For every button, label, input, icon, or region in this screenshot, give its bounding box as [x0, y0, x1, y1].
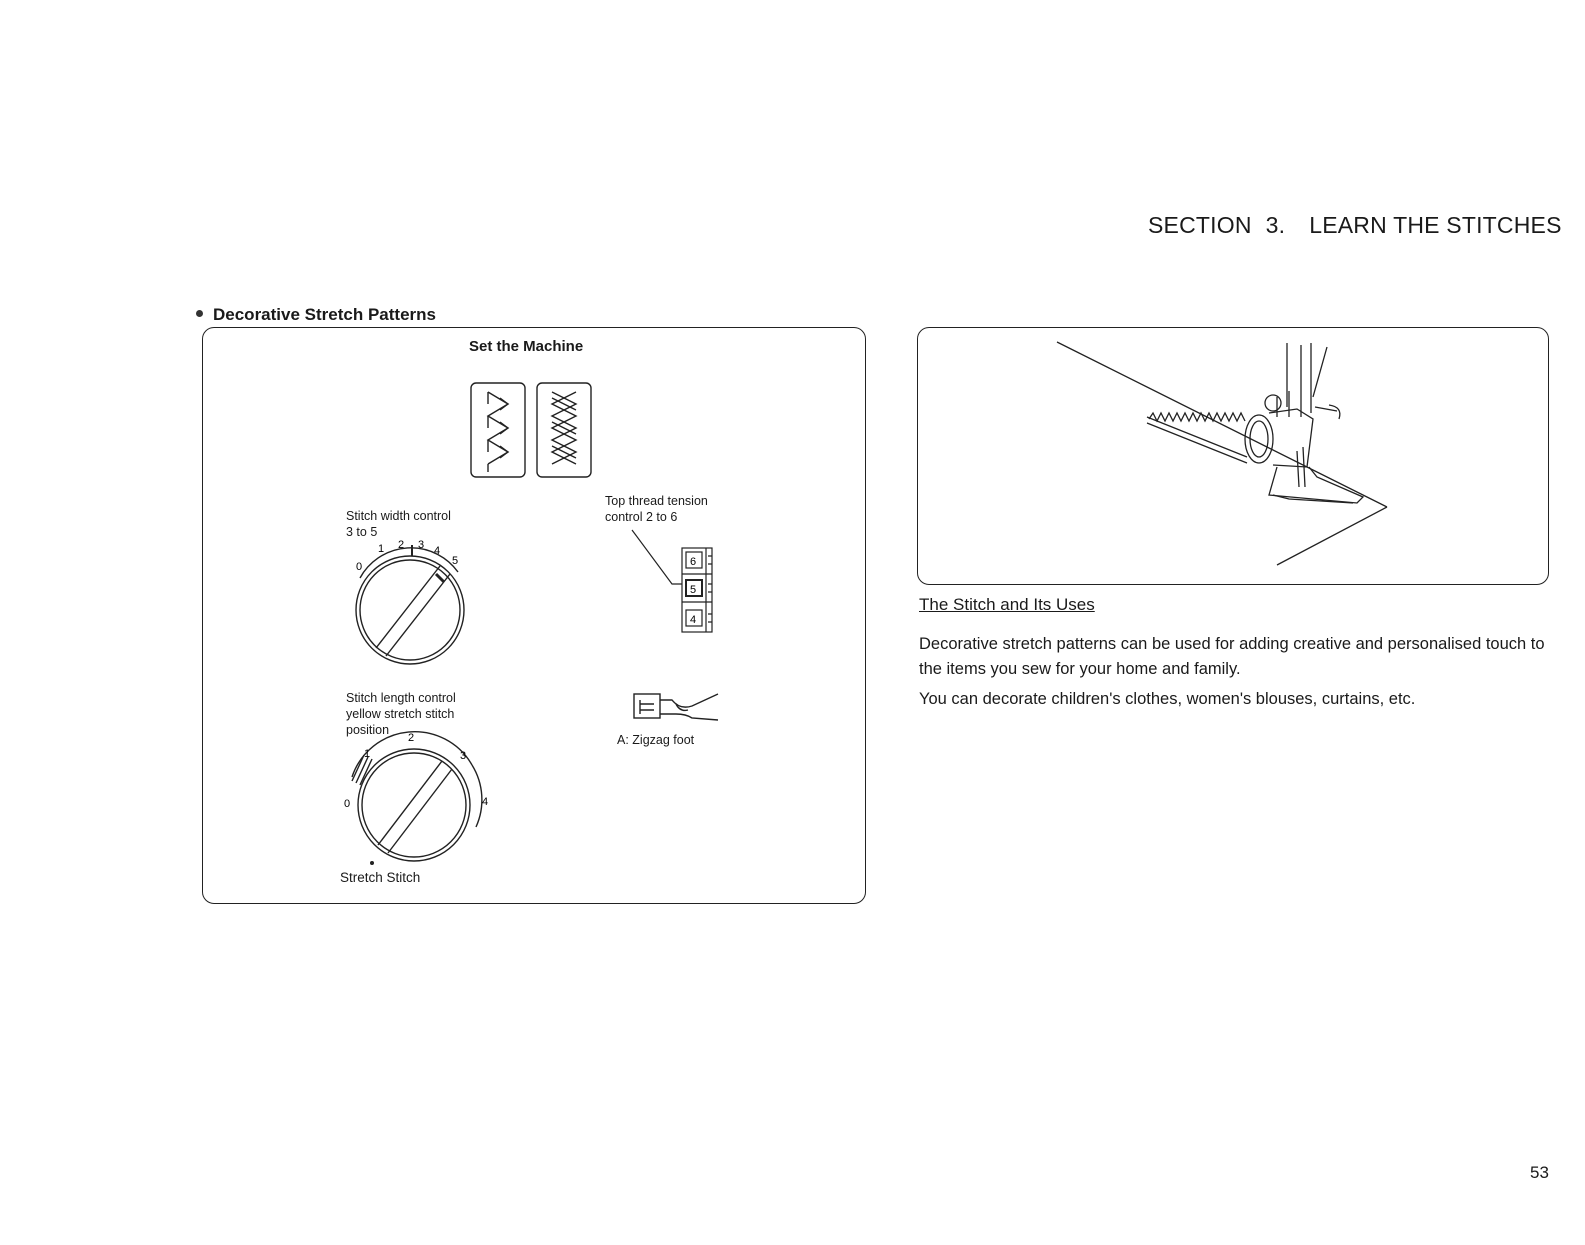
tension-line2: control 2 to 6 [605, 510, 678, 524]
width-dial-4: 4 [434, 545, 441, 557]
stitch-length-line2: yellow stretch stitch [346, 707, 455, 721]
stitch-width-dial [330, 540, 490, 670]
page-heading [196, 305, 436, 325]
pattern-single-feather-icon [471, 383, 525, 477]
stitch-width-line1: Stitch width control [346, 509, 451, 523]
length-dial-2: 2 [408, 732, 415, 744]
tension-control [630, 528, 720, 638]
length-dial-4: 4 [482, 796, 489, 808]
width-dial-2: 2 [398, 539, 405, 551]
section-title: LEARN THE STITCHES [1309, 212, 1562, 238]
uses-paragraph-2: You can decorate children's clothes, women's blouses, curtains, etc. [919, 690, 1416, 708]
tension-label [605, 493, 708, 525]
uses-title: The Stitch and Its Uses [919, 595, 1095, 614]
section-header [1148, 212, 1562, 239]
heading-text: Decorative Stretch Patterns [213, 305, 436, 324]
sewing-foot-illustration [917, 327, 1549, 585]
stitch-width-label [346, 508, 451, 540]
stitch-length-line1: Stitch length control [346, 691, 456, 705]
tension-line1: Top thread tension [605, 494, 708, 508]
set-machine-title: Set the Machine [469, 338, 584, 355]
width-dial-3: 3 [418, 539, 425, 551]
length-dial-0: 0 [344, 798, 351, 810]
stitch-width-line2: 3 to 5 [346, 525, 378, 539]
bullet-icon [196, 310, 203, 317]
pattern-double-cross-icon [537, 383, 591, 477]
zigzag-foot-icon [632, 690, 724, 724]
section-word: SECTION [1148, 212, 1252, 238]
tension-value-5: 5 [690, 584, 697, 596]
stitch-length-line3: position [346, 723, 390, 737]
length-dial-3: 3 [460, 750, 467, 762]
uses-paragraph-1: Decorative stretch patterns can be used for adding creative and personalised touch to the items you sew for your home and family. [919, 635, 1545, 678]
section-number: 3. [1265, 212, 1286, 238]
tension-value-6: 6 [690, 556, 697, 568]
width-dial-5: 5 [452, 555, 459, 567]
stitch-length-dial [330, 732, 500, 870]
width-dial-0: 0 [356, 561, 363, 573]
tension-value-4: 4 [690, 614, 697, 626]
length-dial-1: 1 [364, 748, 371, 760]
zigzag-foot-label: A: Zigzag foot [617, 733, 695, 747]
width-dial-1: 1 [378, 543, 385, 555]
stitch-pattern-icons [470, 382, 596, 480]
stretch-stitch-label: Stretch Stitch [340, 870, 421, 885]
page-number: 53 [1530, 1163, 1549, 1182]
stitch-length-label [346, 690, 456, 738]
